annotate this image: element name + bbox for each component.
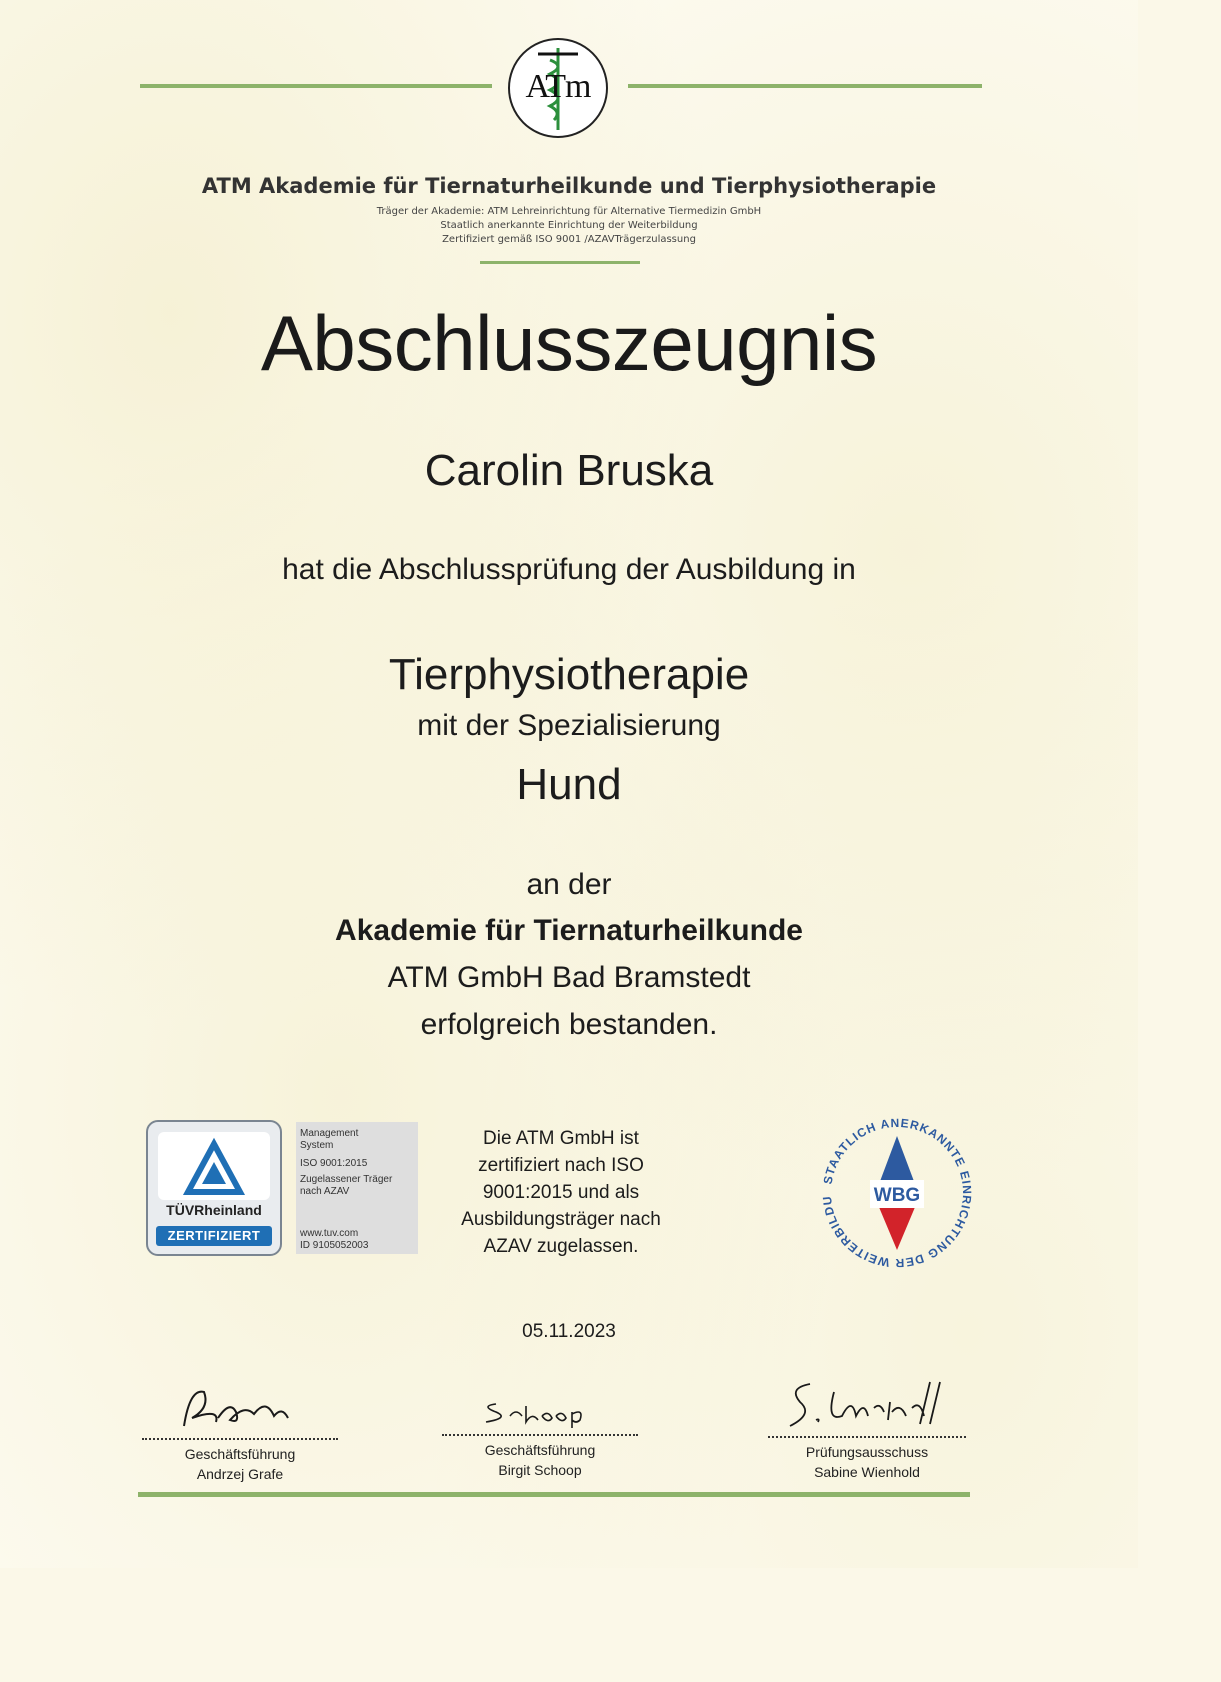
- signature-caption-3: [768, 1442, 966, 1482]
- tuv-line-1: Management: [300, 1128, 359, 1139]
- tuv-certified-label: ZERTIFIZIERT: [167, 1228, 261, 1243]
- footer-line: [138, 1492, 970, 1497]
- signer-3-name: Sabine Wienhold: [814, 1464, 920, 1480]
- institution-sub: ATM GmbH Bad Bramstedt: [387, 961, 751, 994]
- institution-name: Akademie für Tiernaturheilkunde: [335, 914, 803, 947]
- signature-caption-1: [142, 1444, 338, 1484]
- organization-name: ATM Akademie für Tiernaturheilkunde und Tierphysiotherapie: [201, 174, 937, 198]
- tuv-line-2: System: [300, 1140, 334, 1151]
- wbg-label: WBG: [873, 1185, 921, 1206]
- signer-2-role: Geschäftsführung: [484, 1442, 596, 1458]
- certificate-title: Abschlusszeugnis: [260, 299, 878, 387]
- result-text: erfolgreich bestanden.: [420, 1008, 718, 1041]
- tuv-line-3: ISO 9001:2015: [300, 1158, 368, 1169]
- tuv-brand: TÜVRheinland: [166, 1202, 262, 1218]
- sub-line-3: Zertifiziert gemäß ISO 9001 /AZAVTrägerzulassung: [442, 234, 696, 245]
- signer-1-role: Geschäftsführung: [184, 1446, 296, 1462]
- signature-caption-2: [442, 1440, 638, 1480]
- issue-date: 05.11.2023: [522, 1321, 616, 1342]
- wbg-ring-text: STAATLICH ANERKANNTE EINRICHTUNG DER WEITERBILDU: [819, 1115, 975, 1271]
- tuv-info-panel: [296, 1122, 418, 1254]
- note-line-1: Die ATM GmbH ist: [483, 1128, 639, 1149]
- sub-line-1: Träger der Akademie: ATM Lehreinrichtung für Alternative Tiermedizin GmbH: [376, 206, 762, 217]
- atm-logo: [508, 38, 608, 138]
- tuv-line-5: nach AZAV: [300, 1186, 350, 1197]
- header-line-left: [140, 84, 492, 88]
- tuv-web: www.tuv.com: [300, 1228, 359, 1239]
- tuv-logo: [146, 1120, 282, 1256]
- tuv-badge: [146, 1120, 418, 1256]
- signature-schoop: [476, 1392, 606, 1432]
- note-line-4: Ausbildungsträger nach: [461, 1209, 661, 1230]
- recipient-name: Carolin Bruska: [424, 446, 714, 495]
- note-line-3: 9001:2015 und als: [482, 1182, 640, 1203]
- signature-line-3: [768, 1436, 966, 1438]
- at-text: an der: [526, 868, 612, 901]
- logo-text: ATm: [525, 68, 591, 105]
- signer-3-role: Prüfungsausschuss: [805, 1444, 929, 1460]
- signature-line-2: [442, 1434, 638, 1436]
- specialization: Hund: [516, 760, 622, 809]
- signature-grafe: [170, 1378, 310, 1438]
- signer-2-name: Birgit Schoop: [498, 1462, 582, 1478]
- wbg-seal: [812, 1108, 982, 1278]
- specialization-intro: mit der Spezialisierung: [417, 709, 721, 742]
- note-line-2: zertifiziert nach ISO: [478, 1155, 644, 1176]
- header-line-right: [628, 84, 982, 88]
- sub-line-2: Staatlich anerkannte Einrichtung der Weiterbildung: [440, 220, 698, 231]
- tuv-line-4: Zugelassener Träger: [300, 1174, 393, 1185]
- wbg-seal-graphic: [812, 1108, 982, 1278]
- signer-1-name: Andrzej Grafe: [196, 1466, 284, 1482]
- signature-wienhold: [780, 1372, 960, 1438]
- course-name: Tierphysiotherapie: [388, 650, 750, 699]
- note-line-5: AZAV zugelassen.: [483, 1236, 639, 1257]
- tuv-id: ID 9105052003: [300, 1240, 369, 1251]
- header-underline: [480, 261, 640, 264]
- intro-text: hat die Abschlussprüfung der Ausbildung in: [282, 553, 856, 586]
- certification-note: [430, 1125, 692, 1260]
- signature-line-1: [142, 1438, 338, 1440]
